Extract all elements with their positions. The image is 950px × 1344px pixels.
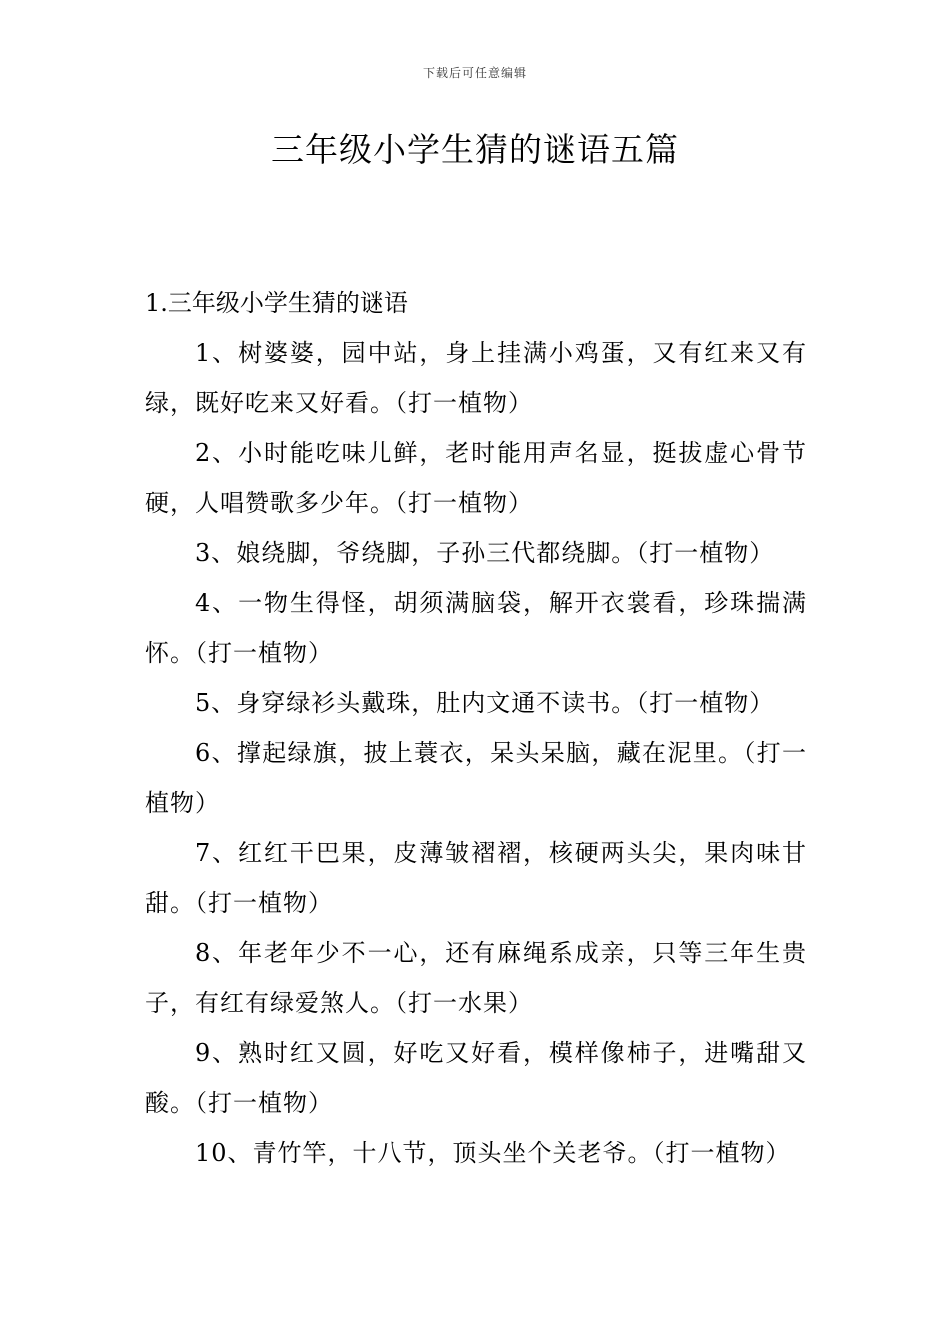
riddle-item: 9、熟时红又圆，好吃又好看，模样像柿子，进嘴甜又酸。（打一植物） [145, 1039, 807, 1117]
header-note: 下载后可任意编辑 [422, 66, 527, 80]
riddle-item: 6、撑起绿旗，披上蓑衣，呆头呆脑，藏在泥里。（打一植物） [145, 739, 807, 817]
riddle-item: 8、年老年少不一心，还有麻绳系成亲，只等三年生贵子，有红有绿爱煞人。（打一水果） [145, 939, 807, 1017]
riddle-item: 1、树婆婆，园中站，身上挂满小鸡蛋，又有红来又有绿，既好吃来又好看。（打一植物） [145, 339, 807, 417]
riddle-item: 7、红红干巴果，皮薄皱褶褶，核硬两头尖，果肉味甘甜。（打一植物） [145, 839, 807, 917]
riddle-item: 4、一物生得怪，胡须满脑袋，解开衣裳看，珍珠揣满怀。（打一植物） [145, 589, 807, 667]
section-heading: 1.三年级小学生猜的谜语 [145, 289, 408, 317]
riddle-item: 2、小时能吃味儿鲜，老时能用声名显，挺拔虚心骨节硬，人唱赞歌多少年。（打一植物） [145, 439, 807, 517]
riddle-item: 5、身穿绿衫头戴珠，肚内文通不读书。（打一植物） [195, 689, 775, 717]
document-body [145, 278, 807, 1178]
riddle-item: 10、青竹竿，十八节，顶头坐个关老爷。（打一植物） [195, 1139, 791, 1167]
document-title: 三年级小学生猜的谜语五篇 [271, 130, 679, 169]
riddle-item: 3、娘绕脚，爷绕脚，子孙三代都绕脚。（打一植物） [195, 539, 775, 567]
